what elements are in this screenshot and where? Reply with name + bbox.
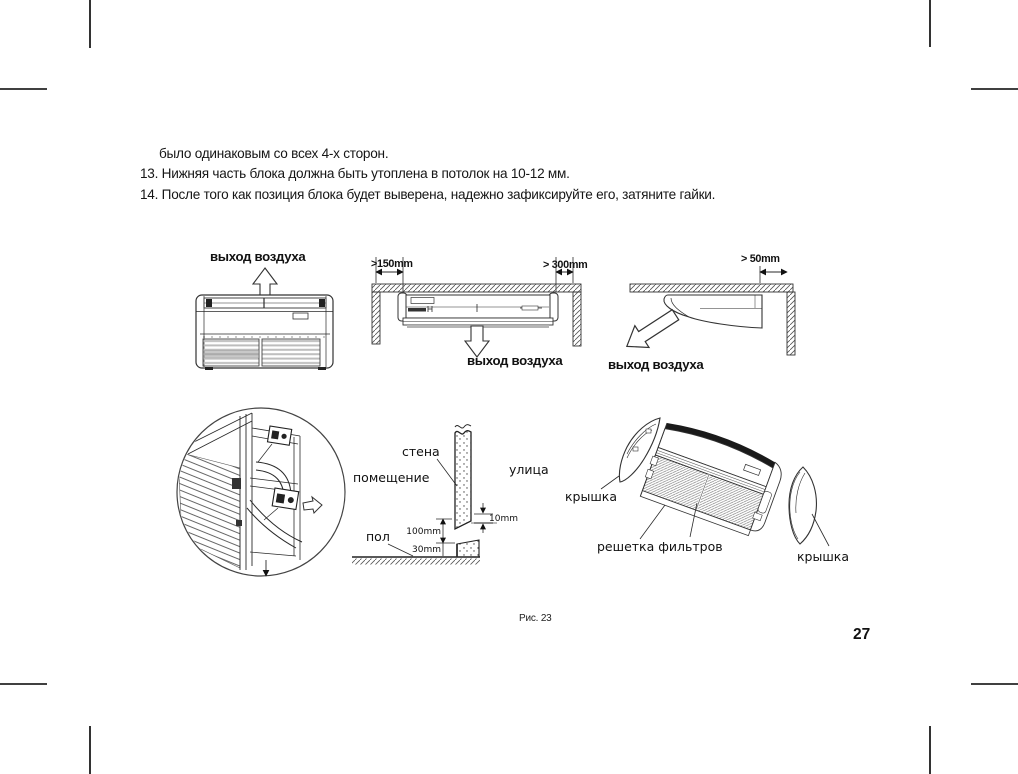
clip-bracket-bottom [272, 488, 299, 510]
dim-100mm: 100mm [406, 527, 441, 537]
cover-left-label: крышка [565, 489, 618, 504]
indoor-unit-body [638, 417, 787, 539]
air-up-arrow-icon [253, 268, 277, 296]
diagram-ceiling-clearance [371, 257, 587, 368]
floor-label: пол [366, 529, 390, 544]
left-clearance-dim: >150mm [371, 258, 413, 270]
cover-right-label: крышка [797, 549, 850, 564]
filter-grid-label: решетка фильтров [597, 539, 723, 554]
diagram-front-view [196, 249, 333, 370]
right-clearance-dim: > 300mm [543, 259, 588, 271]
detail-right-arrow-icon [303, 497, 322, 513]
instruction-continuation: было одинаковым со всех 4-х сторон. [159, 146, 389, 161]
wall-label: стена [402, 444, 440, 459]
dim-30mm: 30mm [412, 545, 441, 555]
diagram-detail-circle [177, 408, 345, 576]
diagram-side-clearance [608, 253, 795, 372]
figure-caption: Рис. 23 [519, 613, 552, 624]
side-view-air-outlet-label: выход воздуха [608, 357, 704, 372]
room-label: помещение [353, 470, 430, 485]
clip-bracket-top [267, 426, 291, 445]
instruction-item-13: 13. Нижняя часть блока должна быть утоплена в потолок на 10-12 мм. [140, 166, 570, 182]
cover-right-part [789, 467, 816, 544]
page-number: 27 [853, 626, 871, 643]
instruction-item-14: 14. После того как позиция блока будет выверена, надежно зафиксируйте его, затяните гайки. [140, 186, 716, 202]
air-diagonal-arrow-icon [620, 304, 683, 357]
outside-label: улица [509, 462, 549, 477]
diagram-exploded-view [565, 417, 849, 564]
front-view-air-outlet-label: выход воздуха [210, 249, 306, 264]
wall-clearance-dim: > 50mm [741, 253, 780, 265]
installation-instructions [140, 144, 760, 205]
dim-10mm: 10mm [489, 514, 518, 524]
diagram-wall-section [352, 425, 549, 565]
ceiling-view-air-outlet-label: выход воздуха [467, 353, 563, 368]
